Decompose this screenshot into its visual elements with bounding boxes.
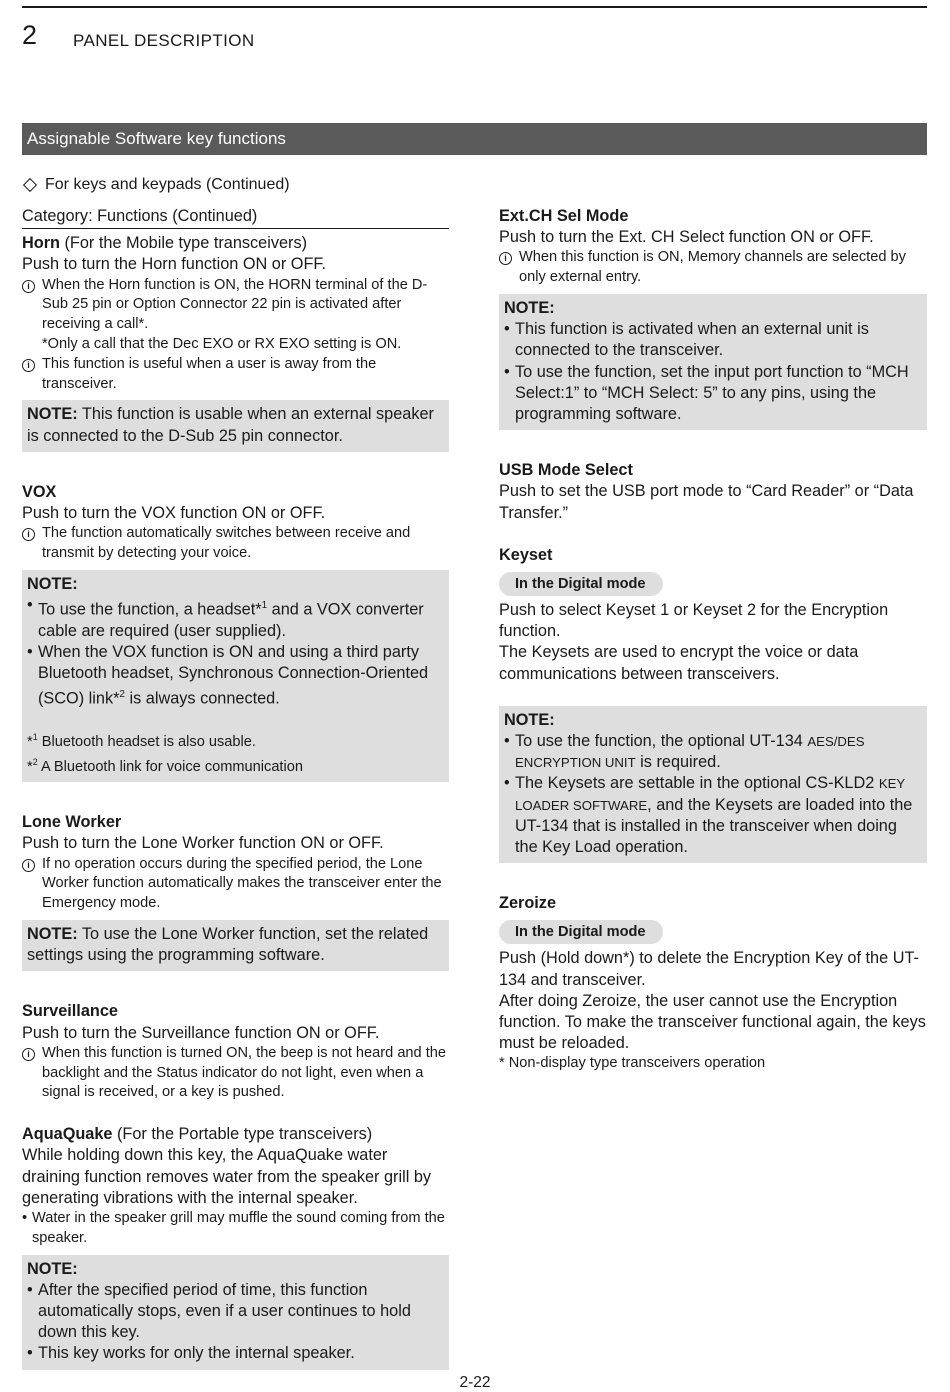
surveillance-section: [22, 1001, 449, 1103]
keyset-title: Keyset: [499, 545, 553, 564]
zeroize-title: Zeroize: [499, 894, 557, 913]
top-rule: [22, 6, 927, 8]
zeroize-desc-2: After doing Zeroize, the user cannot use the Encryption function. To make the transceiver functional again, the keys must be reloaded.: [499, 991, 926, 1053]
lone-worker-section: [22, 812, 449, 971]
info-circle-icon: i: [22, 528, 35, 541]
horn-note-box: NOTE: This function is usable when an external speaker is connected to the D-Sub 25 pin connector.: [22, 400, 449, 451]
keyset-mode-badge: In the Digital mode: [499, 572, 663, 596]
zeroize-section: [499, 893, 927, 1074]
page-number: 2-22: [459, 1374, 491, 1391]
extch-section: [499, 206, 927, 430]
zeroize-mode-badge: In the Digital mode: [499, 920, 663, 944]
lone-worker-desc: Push to turn the Lone Worker function ON or OFF.: [22, 834, 384, 853]
info-circle-icon: i: [499, 252, 512, 265]
surveillance-desc: Push to turn the Surveillance function ON or OFF.: [22, 1023, 380, 1042]
aquaquake-bullet: • Water in the speaker grill may muffle the sound coming from the speaker.: [22, 1209, 445, 1246]
aquaquake-desc: While holding down this key, the AquaQuake water draining function removes water from the speaker grill by generating vibrations with the internal speaker.: [22, 1146, 432, 1207]
horn-title: Horn (For the Mobile type transceivers): [22, 234, 308, 253]
keyset-desc-1: Push to select Keyset 1 or Keyset 2 for the Encryption function.: [499, 601, 889, 641]
vox-title: VOX: [22, 482, 57, 501]
section-banner: Assignable Software key functions: [22, 123, 927, 155]
vox-footnote-2: *$^2$ A Bluetooth link for voice communication: [27, 756, 303, 775]
horn-note-asterisk: *Only a call that the Dec EXO or RX EXO setting is ON.: [42, 336, 402, 352]
usb-desc: Push to set the USB port mode to “Card Reader” or “Data Transfer.”: [499, 482, 914, 522]
extch-note-1: i When this function is ON, Memory channels are selected by only external entry.: [499, 248, 927, 288]
category-heading: Category: Functions (Continued): [22, 206, 449, 229]
usb-title: USB Mode Select: [499, 461, 633, 480]
info-circle-icon: i: [22, 1048, 35, 1061]
aquaquake-section: [22, 1124, 449, 1369]
info-circle-icon: i: [22, 359, 35, 372]
info-circle-icon: i: [22, 859, 35, 872]
lone-worker-note-1: i If no operation occurs during the specified period, the Lone Worker function automatically makes the transceiver enter the Emergency mode.: [22, 855, 449, 914]
surveillance-note-1: i When this function is turned ON, the beep is not heard and the backlight and the Status indicator do not light, even when a signal is received, or a key is pushed.: [22, 1044, 449, 1103]
aquaquake-title: AquaQuake (For the Portable type transceivers): [22, 1125, 373, 1144]
extch-note-box: NOTE: • This function is activated when an external unit is connected to the transceiver. • To use the function, set the input port function to “MCH Select:1” to “MCH Select: 5” to any pins, using the programming software.: [499, 294, 927, 430]
horn-desc: Push to turn the Horn function ON or OFF.: [22, 255, 327, 274]
keyset-note-box: NOTE: • To use the function, the optional UT-134 AES/DES ENCRYPTION UNIT is required. • The Keysets are settable in the optional CS-KLD2 KEY LOADER SOFTWARE, and the Keysets are loaded into the UT-134 that is installed in the transceiver when doing the Key Load operation.: [499, 706, 927, 863]
keyset-section: [499, 545, 927, 863]
zeroize-footnote: * Non-display type transceivers operation: [499, 1055, 766, 1072]
lone-worker-note-box: NOTE: To use the Lone Worker function, set the related settings using the programming software.: [22, 920, 449, 971]
horn-note-1: i When the Horn function is ON, the HORN terminal of the D-Sub 25 pin or Option Connector 22 pin is activated after receiving a call*.: [22, 276, 449, 335]
chapter-title: PANEL DESCRIPTION: [73, 31, 255, 50]
diamond-outline-icon: [23, 178, 37, 192]
vox-footnote-1: *$^1$ Bluetooth headset is also usable.: [27, 731, 256, 750]
info-circle-icon: i: [22, 280, 35, 293]
vox-desc: Push to turn the VOX function ON or OFF.: [22, 504, 326, 522]
chapter-number: 2: [22, 20, 38, 50]
horn-note-2: i This function is useful when a user is away from the transceiver.: [22, 355, 449, 395]
vox-note-box: NOTE: • To use the function, a headset*$^1$ and a VOX converter cable are required (user supplied). • When the VOX function is ON and using a third party Bluetooth headset, Synchronous Connection-Oriented (SCO) link*$^2$ is always connected. *$^1$ Bluetooth headset is also usable. *$^2$ A Bluetooth link for voice communication: [22, 570, 449, 782]
usb-section: [499, 460, 927, 524]
left-column: [22, 206, 449, 1370]
lone-worker-title: Lone Worker: [22, 813, 122, 832]
extch-title: Ext.CH Sel Mode: [499, 207, 629, 225]
subsection-heading: [22, 176, 290, 194]
aquaquake-note-box: NOTE: • After the specified period of time, this function automatically stops, even if a user continues to hold down this key. • This key works for only the internal speaker.: [22, 1255, 449, 1370]
vox-note-1: i The function automatically switches between receive and transmit by detecting your voice.: [22, 524, 449, 564]
horn-section: [22, 233, 449, 452]
zeroize-desc-1: Push (Hold down*) to delete the Encryption Key of the UT-134 and transceiver.: [499, 949, 919, 989]
right-column: [499, 206, 927, 1074]
keyset-desc-2: The Keysets are used to encrypt the voice or data communications between transceivers.: [499, 643, 859, 683]
extch-desc: Push to turn the Ext. CH Select function ON or OFF.: [499, 228, 874, 247]
vox-section: [22, 482, 449, 782]
surveillance-title: Surveillance: [22, 1002, 118, 1021]
subsection-text: For keys and keypads (Continued): [45, 176, 290, 193]
